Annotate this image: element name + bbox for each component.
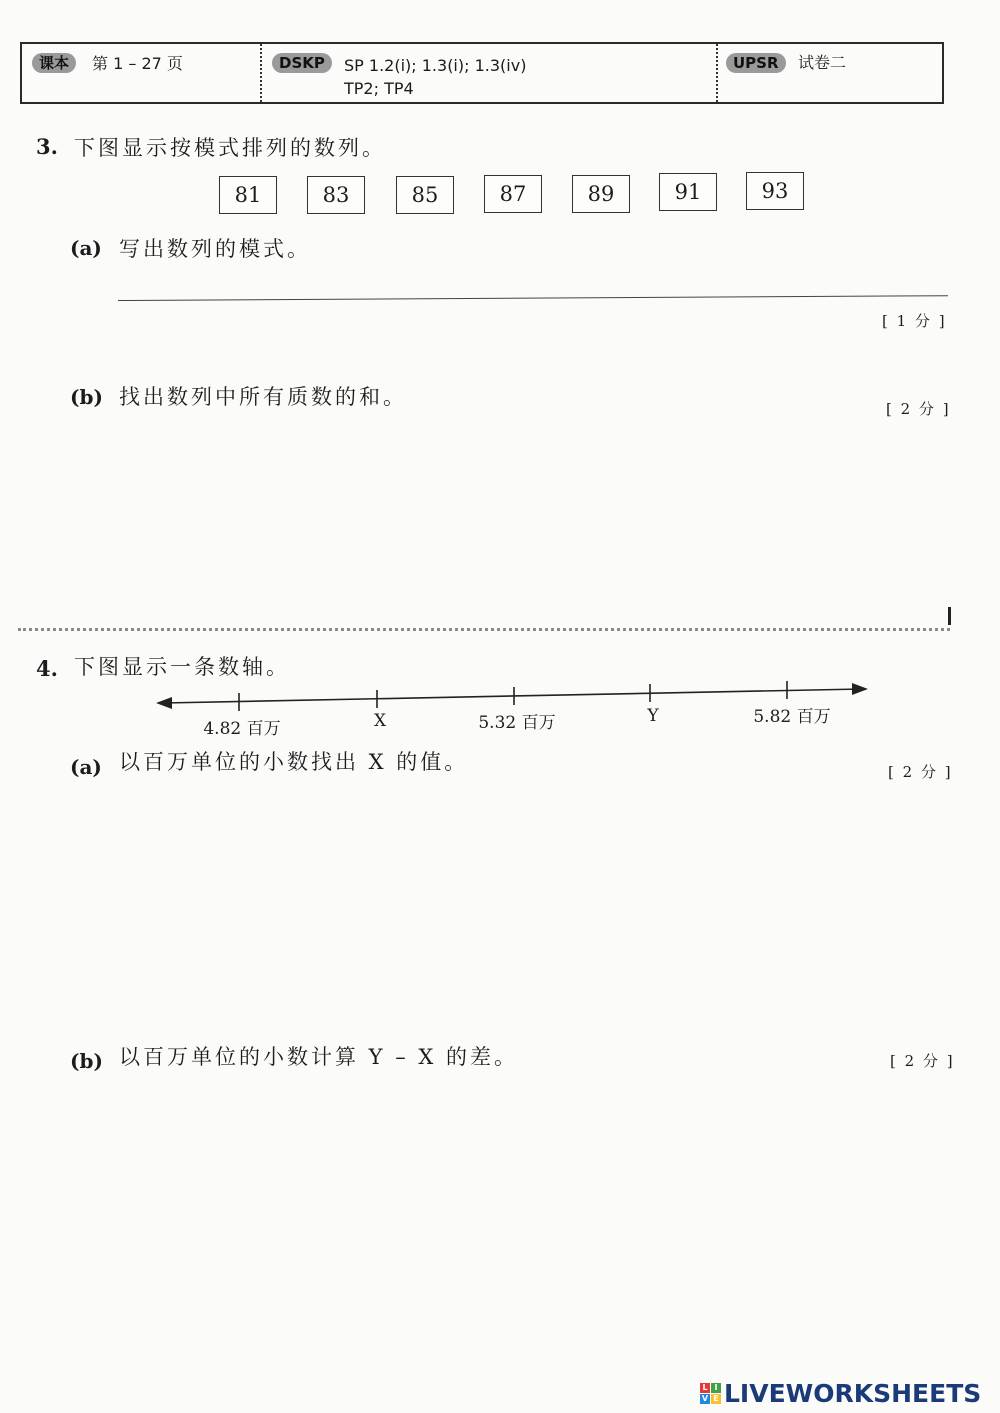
question-3-number: 3. xyxy=(36,134,58,159)
liveworksheets-logo[interactable] xyxy=(700,1376,981,1410)
dskp-standards: SP 1.2(i); 1.3(i); 1.3(iv) xyxy=(344,56,527,75)
header-dskp-cell xyxy=(260,44,718,102)
number-line-label: 4.82 百万 xyxy=(203,719,281,739)
upsr-paper: 试卷二 xyxy=(798,53,847,72)
question-4-number: 4. xyxy=(36,656,58,681)
answer-line[interactable] xyxy=(118,295,948,301)
header-box xyxy=(20,42,944,104)
number-line-label: 5.32 百万 xyxy=(478,713,556,733)
logo-text: LIVEWORKSHEETS xyxy=(724,1378,982,1408)
upsr-badge: UPSR xyxy=(726,53,786,73)
question-4a-text: 以百万单位的小数找出 X 的值。 xyxy=(119,750,469,774)
question-4a-marks: [ 2 分 ] xyxy=(888,763,953,781)
dskp-levels: TP2; TP4 xyxy=(344,79,414,98)
sequence-box: 83 xyxy=(307,176,365,214)
logo-mark-letter: V xyxy=(701,1393,709,1403)
logo-mark-letter: L xyxy=(700,1383,710,1393)
question-4-prompt: 下图显示一条数轴。 xyxy=(74,655,290,679)
dskp-badge: DSKP xyxy=(272,53,332,73)
header-textbook-cell xyxy=(22,44,258,102)
question-4b-text: 以百万单位的小数计算 Y – X 的差。 xyxy=(119,1045,519,1069)
header-upsr-cell xyxy=(716,44,944,102)
sequence-box: 81 xyxy=(219,176,277,214)
number-line-label: 5.82 百万 xyxy=(753,707,831,727)
logo-mark-letter: I xyxy=(711,1383,721,1393)
logo-mark-letter: E xyxy=(711,1394,721,1404)
question-3a-marks: [ 1 分 ] xyxy=(882,312,947,330)
textbook-pages: 第 1 – 27 页 xyxy=(92,54,183,73)
logo-mark-icon xyxy=(700,1383,721,1404)
question-3-prompt: 下图显示按模式排列的数列。 xyxy=(74,136,386,160)
divider-end-mark xyxy=(948,607,951,625)
textbook-badge: 课本 xyxy=(32,53,76,73)
question-3b-marks: [ 2 分 ] xyxy=(886,400,951,418)
number-line-axis xyxy=(164,689,862,703)
question-4b-label: (b) xyxy=(70,1049,103,1073)
number-line-label: X xyxy=(373,711,387,731)
question-3b-text: 找出数列中所有质数的和。 xyxy=(119,385,407,409)
question-3a-text: 写出数列的模式。 xyxy=(119,237,311,261)
question-4b-marks: [ 2 分 ] xyxy=(890,1052,955,1070)
section-divider xyxy=(18,628,950,631)
sequence-box: 93 xyxy=(746,172,804,210)
sequence-box: 85 xyxy=(396,176,454,214)
number-line-left-arrow xyxy=(156,697,172,709)
sequence-box: 87 xyxy=(484,175,542,213)
number-line-right-arrow xyxy=(852,683,868,695)
question-3a-label: (a) xyxy=(70,236,102,260)
sequence-box: 89 xyxy=(572,175,630,213)
sequence-box: 91 xyxy=(659,173,717,211)
number-line-label: Y xyxy=(647,706,659,726)
question-3b-label: (b) xyxy=(70,385,103,409)
question-4a-label: (a) xyxy=(70,755,102,779)
